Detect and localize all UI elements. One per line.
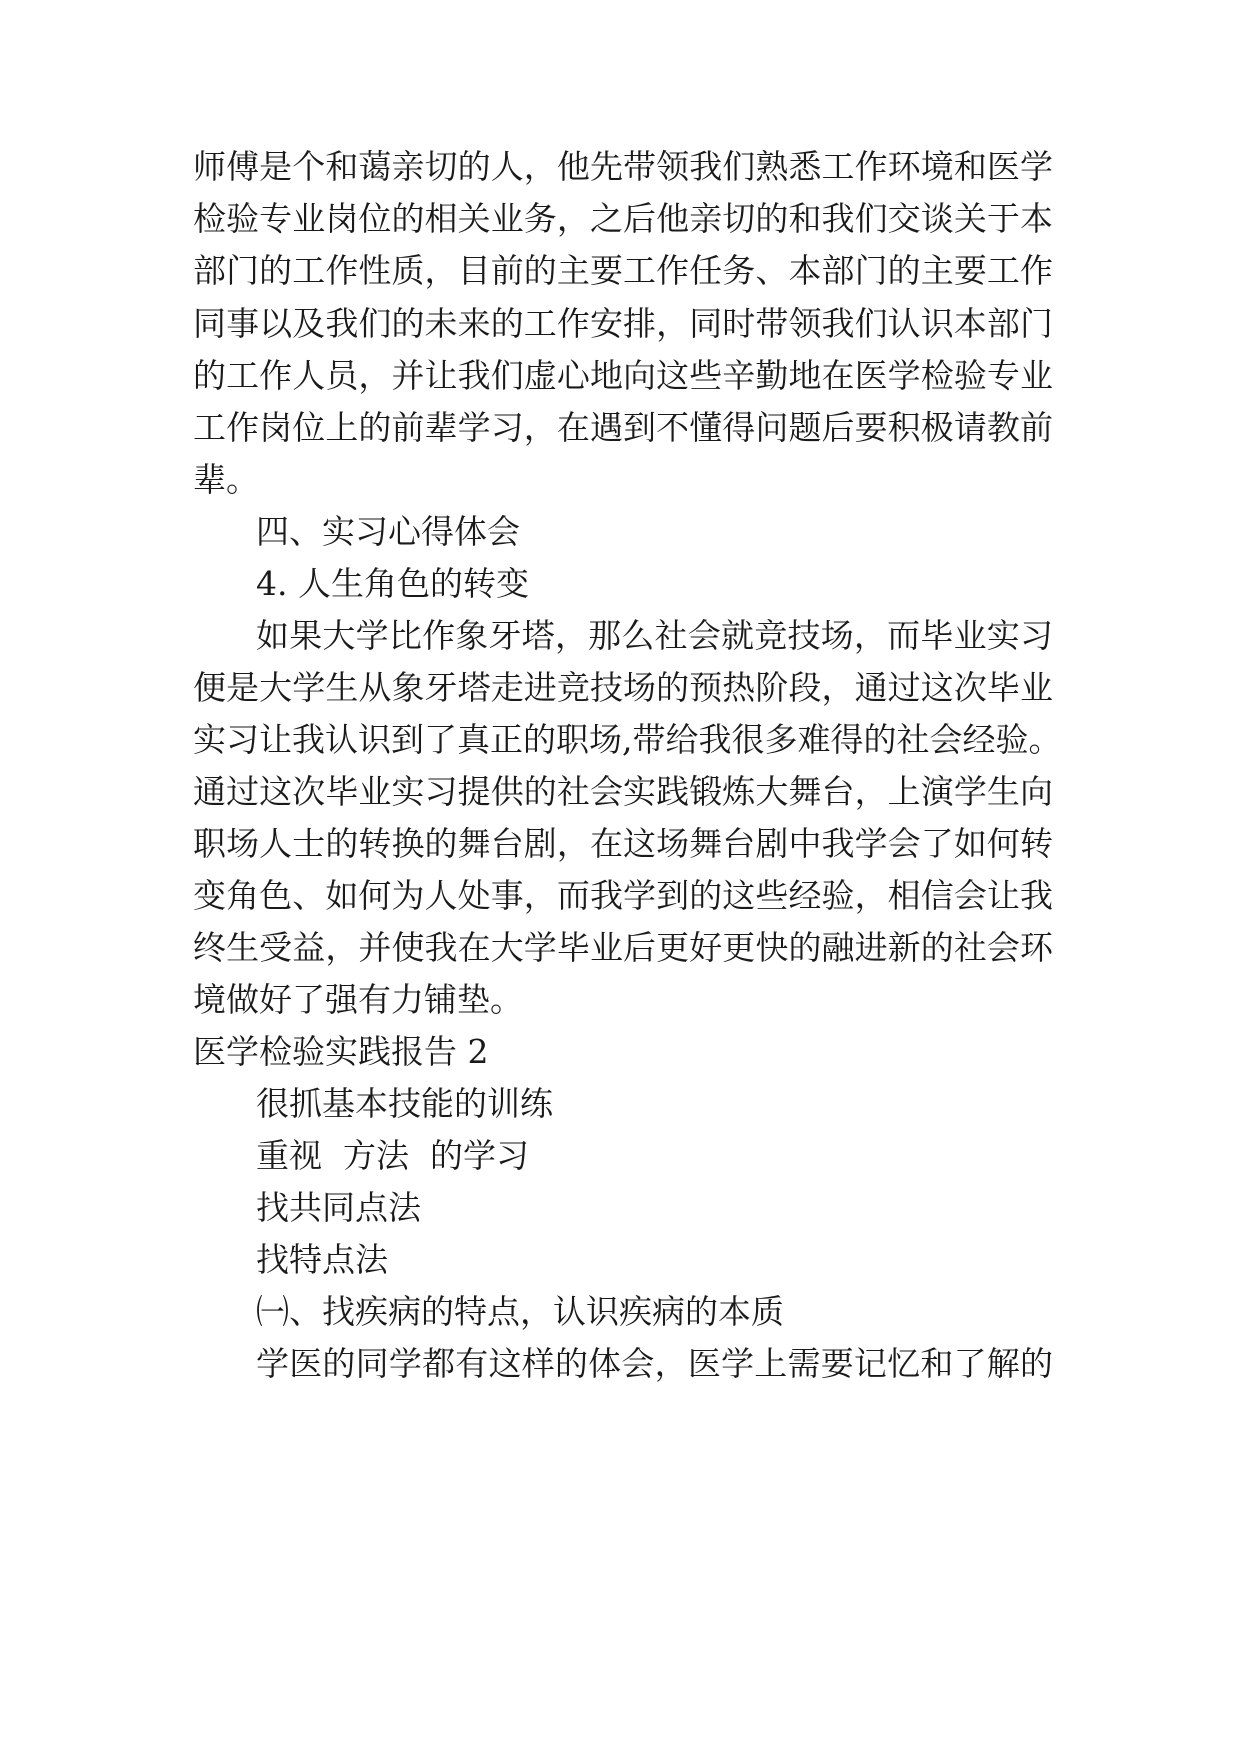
paragraph-line: 终生受益，并使我在大学毕业后更好更快的融进新的社会环 [193,928,1053,967]
paragraph-line: 部门的工作性质，目前的主要工作任务、本部门的主要工作 [193,251,1053,290]
report-title: 医学检验实践报告 2 [193,1032,489,1071]
paragraph-line: 检验专业岗位的相关业务，之后他亲切的和我们交谈关于本 [193,199,1053,238]
paragraph-line: 通过这次毕业实习提供的社会实践锻炼大舞台，上演学生向 [193,772,1053,811]
paragraph-line: 实习让我认识到了真正的职场,带给我很多难得的社会经验。 [193,720,1062,759]
paragraph-line: 职场人士的转换的舞台剧，在这场舞台剧中我学会了如何转 [193,824,1053,863]
paragraph-line: 师傅是个和蔼亲切的人，他先带领我们熟悉工作环境和医学 [193,147,1053,186]
paragraph-line: 同事以及我们的未来的工作安排，同时带领我们认识本部门 [193,304,1053,343]
paragraph-line: 工作岗位上的前辈学习，在遇到不懂得问题后要积极请教前 [193,408,1053,447]
section-heading: 四、实习心得体会 [256,512,520,551]
paragraph-line: 辈。 [193,460,259,499]
paragraph-line: 的工作人员，并让我们虚心地向这些辛勤地在医学检验专业 [193,356,1053,395]
paragraph-line: 境做好了强有力铺垫。 [193,980,523,1019]
list-item: 很抓基本技能的训练 [256,1084,553,1123]
list-item: ㈠、找疾病的特点，认识疾病的本质 [256,1292,784,1331]
list-item: 重视 方法 的学习 [256,1136,529,1175]
paragraph-line: 如果大学比作象牙塔，那么社会就竞技场，而毕业实习 [256,616,1053,655]
paragraph-line: 学医的同学都有这样的体会，医学上需要记忆和了解的 [256,1344,1053,1383]
subsection-heading: 4. 人生角色的转变 [256,564,529,603]
list-item: 找特点法 [256,1240,388,1279]
paragraph-line: 便是大学生从象牙塔走进竞技场的预热阶段，通过这次毕业 [193,668,1053,707]
paragraph-line: 变角色、如何为人处事，而我学到的这些经验，相信会让我 [193,876,1053,915]
list-item: 找共同点法 [256,1188,421,1227]
